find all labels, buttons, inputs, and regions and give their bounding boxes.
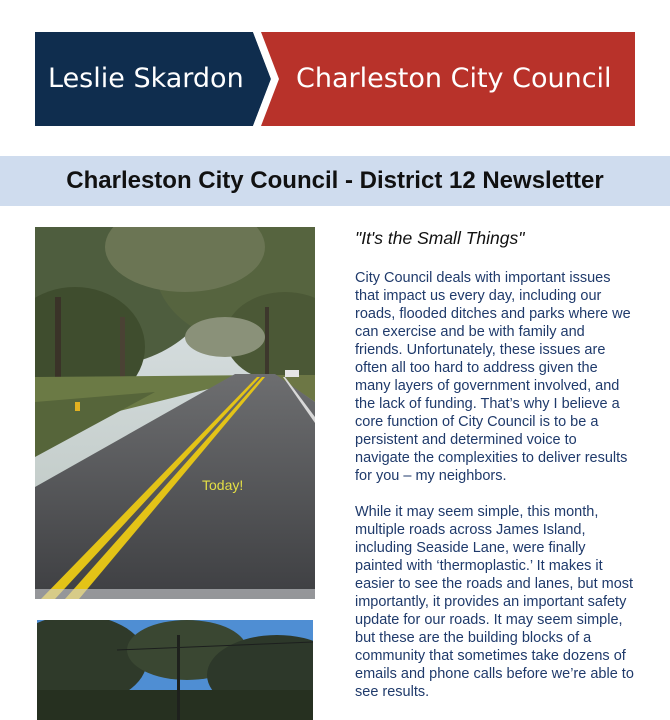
article-subhead: "It's the Small Things" [355,228,525,248]
newsletter-title: Charleston City Council - District 12 Newsletter [66,167,604,194]
road-photo-image [35,227,315,599]
article [355,227,635,719]
newsletter-title-bar [0,156,670,206]
photo-overlay-text: Today! [202,477,244,493]
road-photo [35,227,315,599]
banner-organization: Charleston City Council [296,63,612,94]
header-banner [35,32,635,126]
banner-name: Leslie Skardon [48,63,244,94]
trees-photo-image [37,620,313,720]
trees-photo [37,620,313,720]
article-paragraph-1: City Council deals with important issues that impact us every day, including our roads, flooded ditches and parks where we can exercise and be with family and friends. Unfortunately, these issues are often all too hard to address given the many layers of government involved, and the lack of funding. That’s why I believe a core function of City Council is to be a persistent and determined voice to navigate the complexities to deliver results for you – my neighbors. [355,270,631,484]
article-paragraph-2: While it may seem simple, this month, multiple roads across James Island, including Seaside Lane, were finally painted with ‘thermoplastic.’ It makes it easier to see the roads and lanes, but most importantly, it provides an important safety update for our roads. It may seem simple, but these are the building blocks of a community that sometimes take dozens of emails and phone calls before we’re able to see results. [355,504,634,700]
